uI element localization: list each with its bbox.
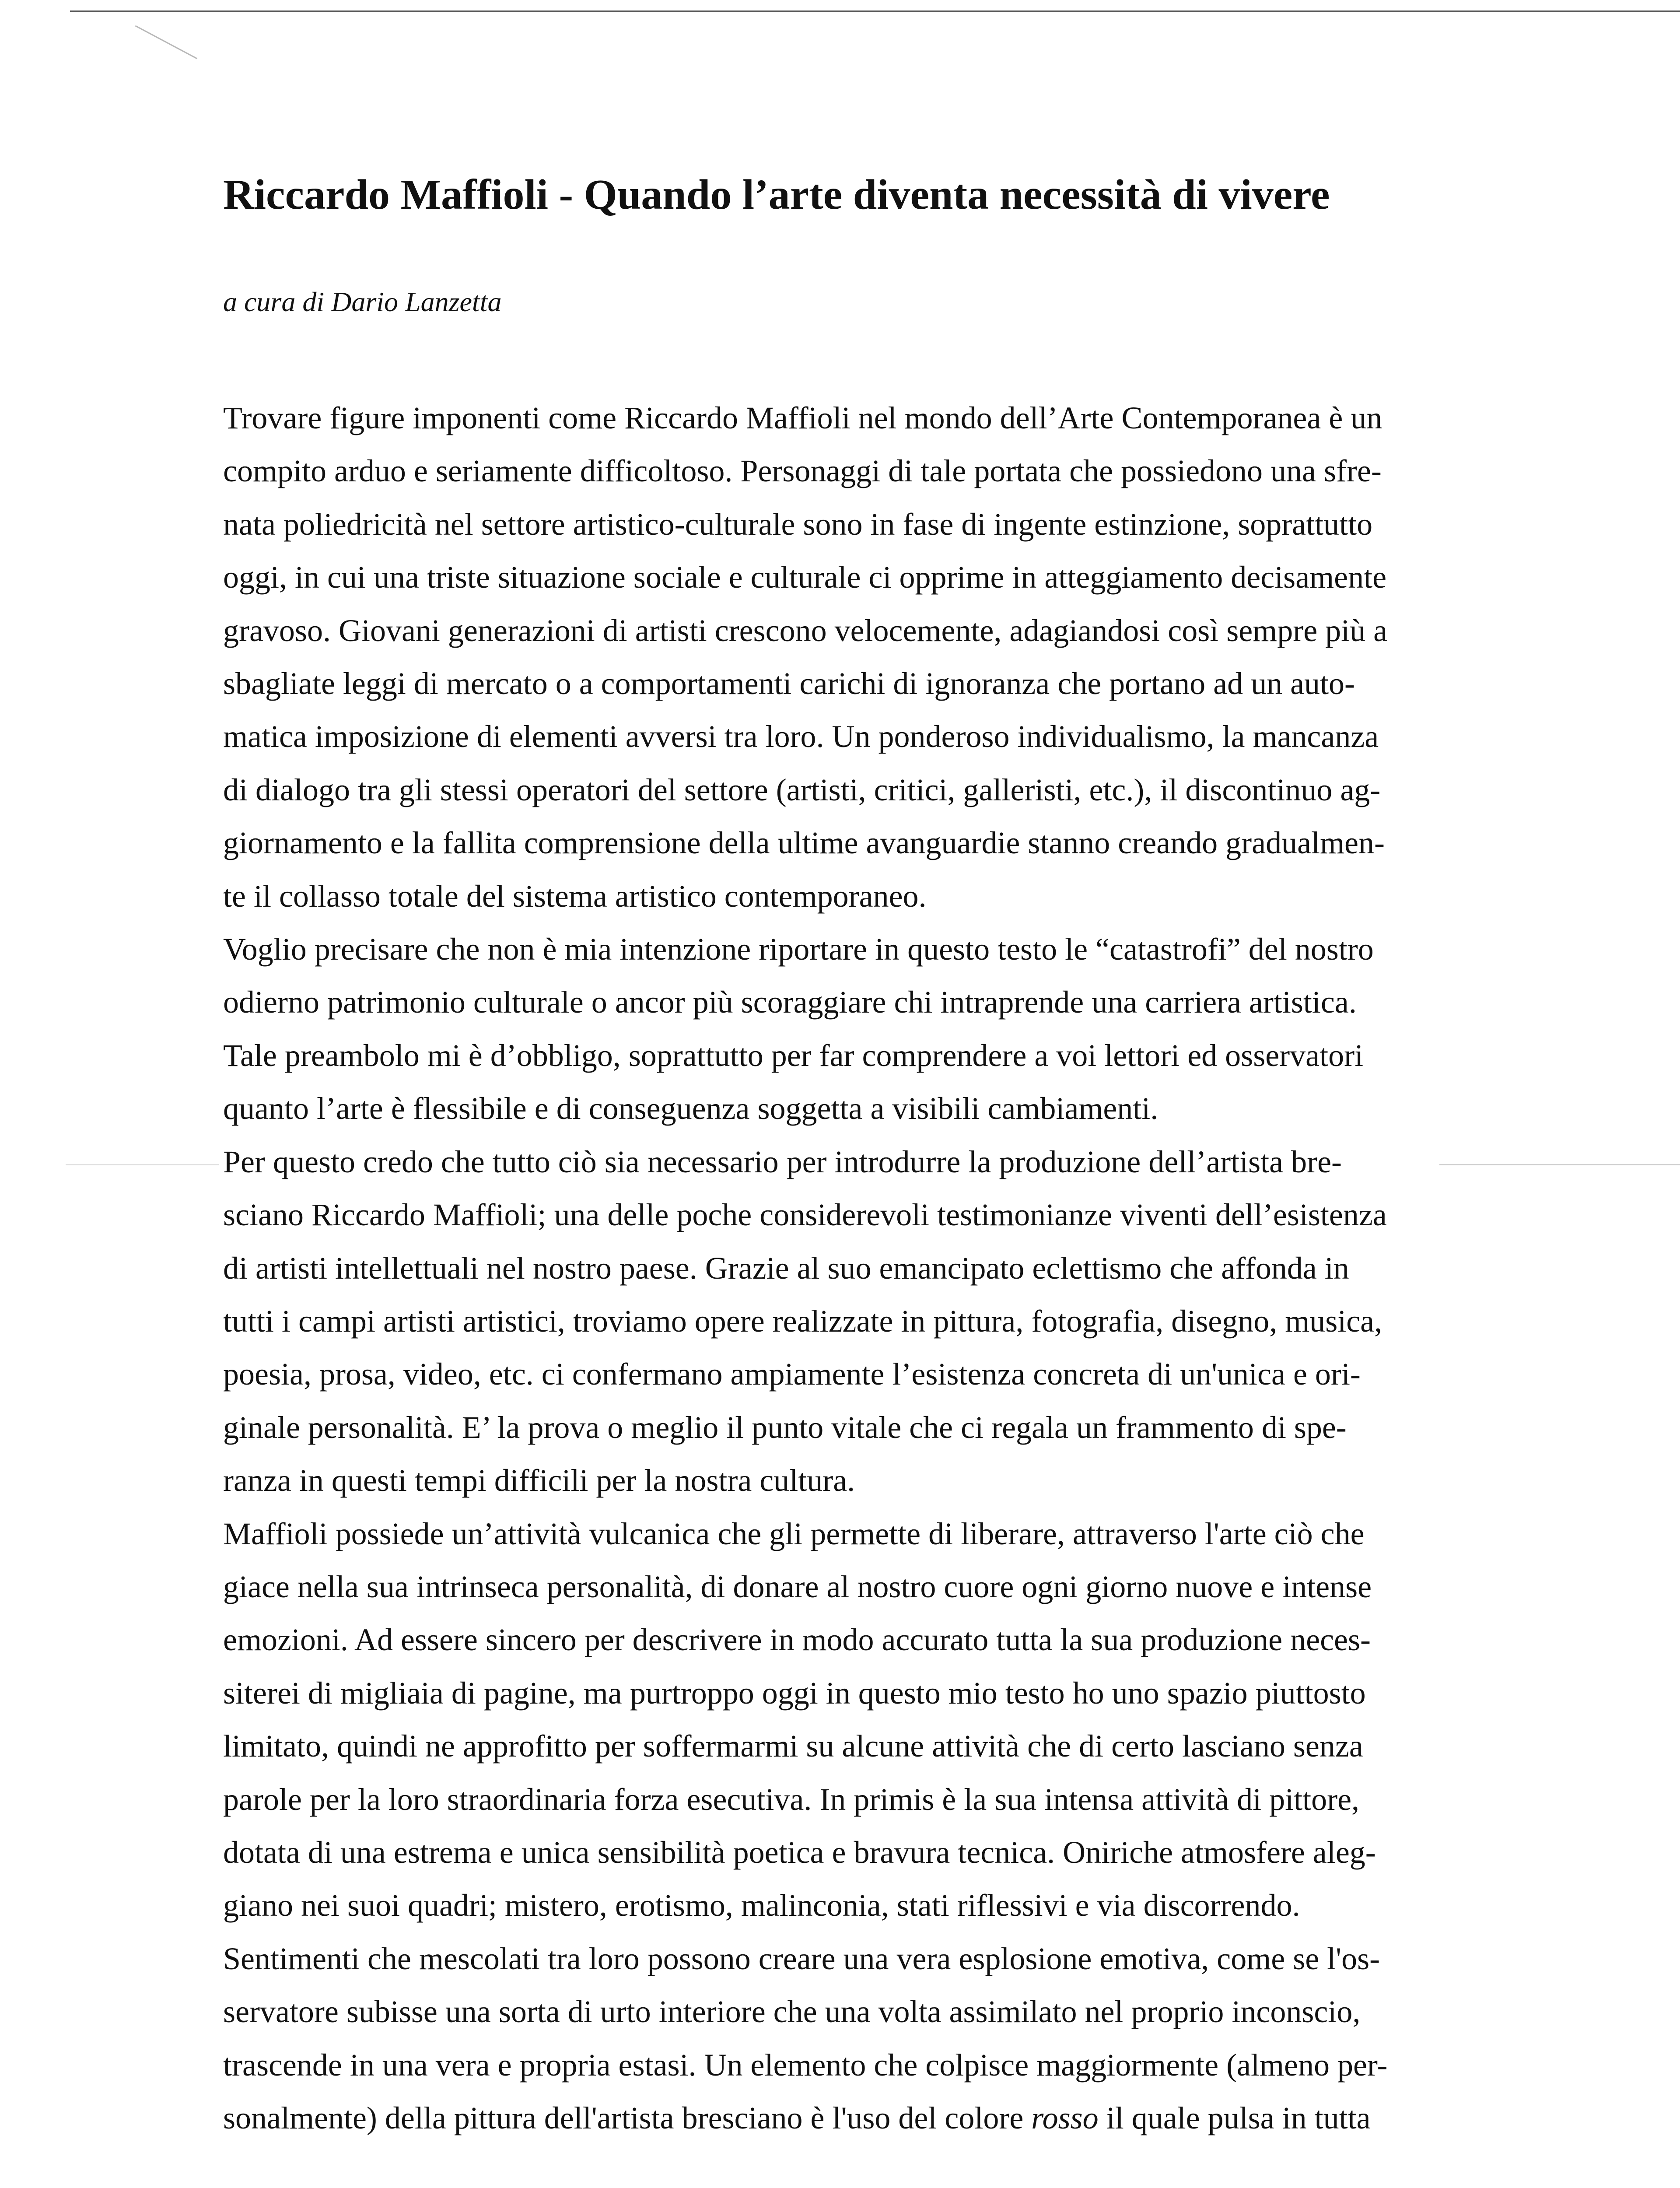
- paragraph-4: [223, 1508, 1527, 2145]
- text-line: Sentimenti che mescolati tra loro possono creare una vera esplosione emotiva, come se l'os-: [223, 1941, 1380, 1976]
- text-line: siterei di migliaia di pagine, ma purtroppo oggi in questo mio testo ho uno spazio piuttosto: [223, 1675, 1366, 1711]
- text-line: Tale preambolo mi è d’obbligo, soprattutto per far comprendere a voi lettori ed osservatori: [223, 1038, 1364, 1073]
- paragraph-2: [223, 923, 1527, 1136]
- article-title: Riccardo Maffioli - Quando l’arte diventa necessità di vivere: [223, 171, 1330, 218]
- top-border-line: [70, 11, 1680, 12]
- text-line: giornamento e la fallita comprensione della ultime avanguardie stanno creando gradualmen-: [223, 825, 1385, 861]
- scan-artifact: [66, 1164, 219, 1165]
- scan-artifact: [135, 25, 198, 60]
- text-line: limitato, quindi ne approfitto per soffermarmi su alcune attività che di certo lasciano senza: [223, 1729, 1363, 1764]
- text-line: Trovare figure imponenti come Riccardo Maffioli nel mondo dell’Arte Contemporanea è un: [223, 400, 1382, 435]
- text-line: di dialogo tra gli stessi operatori del settore (artisti, critici, galleristi, etc.), il discontinuo ag-: [223, 772, 1381, 807]
- paragraph-3: [223, 1136, 1527, 1508]
- text-line: nata poliedricità nel settore artistico-culturale sono in fase di ingente estinzione, soprattutto: [223, 506, 1373, 542]
- text-line: matica imposizione di elementi avversi tra loro. Un ponderoso individualismo, la mancanza: [223, 719, 1379, 754]
- paragraph-1: [223, 392, 1527, 923]
- text-line: giace nella sua intrinseca personalità, di donare al nostro cuore ogni giorno nuove e intense: [223, 1569, 1372, 1604]
- text-line: tutti i campi artisti artistici, troviamo opere realizzate in pittura, fotografia, disegno, musica,: [223, 1303, 1382, 1339]
- article: [223, 166, 1527, 2145]
- text-fragment: il quale pulsa in tutta: [1098, 2100, 1371, 2135]
- text-line: ginale personalità. E’ la prova o meglio il punto vitale che ci regala un frammento di spe-: [223, 1410, 1347, 1445]
- text-line: giano nei suoi quadri; mistero, erotismo, malinconia, stati riflessivi e via discorrendo.: [223, 1888, 1300, 1923]
- text-fragment: sonalmente) della pittura dell'artista bresciano è l'uso del colore: [223, 2100, 1032, 2135]
- text-line: quanto l’arte è flessibile e di conseguenza soggetta a visibili cambiamenti.: [223, 1091, 1158, 1126]
- text-line: sbagliate leggi di mercato o a comportamenti carichi di ignoranza che portano ad un auto-: [223, 666, 1355, 701]
- text-line: Voglio precisare che non è mia intenzione riportare in questo testo le “catastrofi” del nostro: [223, 932, 1374, 967]
- text-line: te il collasso totale del sistema artistico contemporaneo.: [223, 878, 927, 914]
- text-line: trascende in una vera e propria estasi. Un elemento che colpisce maggiormente (almeno per-: [223, 2047, 1388, 2083]
- text-line: ranza in questi tempi difficili per la nostra cultura.: [223, 1463, 855, 1498]
- text-line: Per questo credo che tutto ciò sia necessario per introdurre la produzione dell’artista bre-: [223, 1144, 1342, 1179]
- text-line-final: [223, 2092, 1527, 2145]
- text-line: dotata di una estrema e unica sensibilità poetica e bravura tecnica. Oniriche atmosfere aleg-: [223, 1834, 1376, 1870]
- text-line: emozioni. Ad essere sincero per descrivere in modo accurato tutta la sua produzione neces-: [223, 1622, 1371, 1658]
- text-line: odierno patrimonio culturale o ancor più scoraggiare chi intraprende una carriera artistica.: [223, 985, 1357, 1020]
- text-line: di artisti intellettuali nel nostro paese. Grazie al suo emancipato eclettismo che affonda in: [223, 1250, 1349, 1286]
- article-body: [223, 392, 1527, 2145]
- text-line: compito arduo e seriamente difficoltoso. Personaggi di tale portata che possiedono una sfre-: [223, 453, 1382, 489]
- text-line: servatore subisse una sorta di urto interiore che una volta assimilato nel proprio inconscio,: [223, 1994, 1361, 2030]
- text-line: oggi, in cui una triste situazione sociale e culturale ci opprime in atteggiamento decisamente: [223, 560, 1387, 595]
- text-line: sciano Riccardo Maffioli; una delle poche considerevoli testimonianze viventi dell’esistenza: [223, 1197, 1387, 1233]
- text-line: Maffioli possiede un’attività vulcanica che gli permette di liberare, attraverso l'arte ciò che: [223, 1516, 1365, 1551]
- italic-word: rosso: [1031, 2100, 1099, 2135]
- article-byline: a cura di Dario Lanzetta: [223, 286, 502, 317]
- text-line: gravoso. Giovani generazioni di artisti crescono velocemente, adagiandosi così sempre più a: [223, 613, 1388, 648]
- text-line: parole per la loro straordinaria forza esecutiva. In primis è la sua intensa attività di pittore,: [223, 1781, 1360, 1817]
- text-line: poesia, prosa, video, etc. ci confermano ampiamente l’esistenza concreta di un'unica e ori-: [223, 1357, 1361, 1392]
